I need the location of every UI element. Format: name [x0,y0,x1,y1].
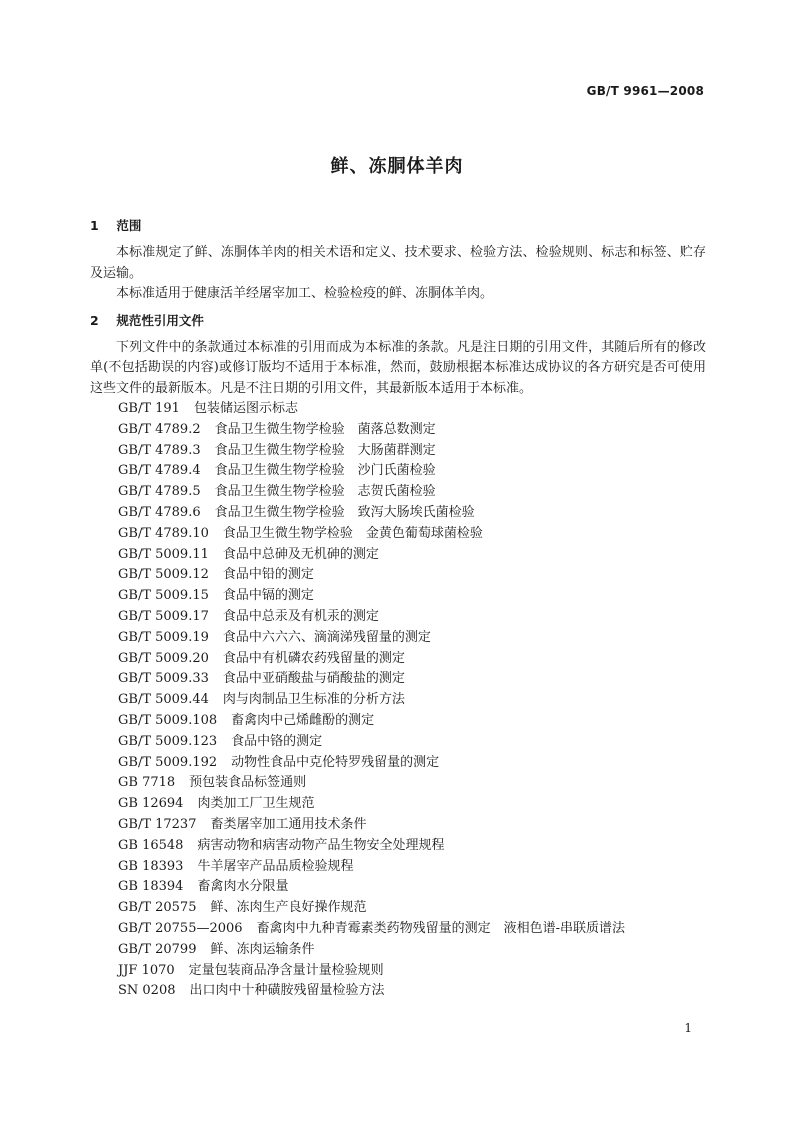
page-number: 1 [684,1021,692,1035]
reference-item [118,732,706,753]
reference-title: 包装储运图示标志 [193,401,298,416]
reference-item [118,961,706,982]
reference-title: 食品中总砷及无机砷的测定 [222,546,379,562]
reference-item [118,649,706,670]
reference-item [118,981,706,1002]
reference-title: 鲜、冻肉生产良好操作规范 [210,900,367,916]
reference-title: 动物性食品中克伦特罗残留量的测定 [231,754,440,770]
reference-title: 食品中铬的测定 [231,733,323,749]
reference-code: GB/T 191 [118,401,180,416]
reference-code: GB/T 20755—2006 [118,920,243,936]
reference-item [118,857,706,878]
scope-paragraph-2: 本标准适用于健康活羊经屠宰加工、检验检疫的鲜、冻胴体羊肉。 [116,286,494,301]
reference-item [118,586,706,607]
reference-code: GB/T 5009.17 [118,608,209,624]
reference-code: GB 18393 [118,858,184,874]
reference-code: GB/T 4789.3 [118,442,201,458]
reference-title: 鲜、冻肉运输条件 [210,941,315,957]
reference-item [118,877,706,898]
reference-title: 食品卫生微生物学检验 金黄色葡萄球菌检验 [222,525,483,541]
reference-code: GB/T 5009.15 [118,588,209,604]
reference-item [118,919,706,940]
reference-code: GB 12694 [118,796,184,812]
reference-title: 出口肉中十种磺胺残留量检验方法 [189,983,385,999]
reference-item [118,482,706,503]
reference-item [118,940,706,961]
reference-item [118,628,706,649]
section-title: 规范性引用文件 [116,312,204,328]
reference-title: 畜禽肉水分限量 [197,879,289,895]
reference-code: GB/T 17237 [118,816,197,832]
reference-title: 食品中铅的测定 [222,567,314,583]
reference-title: 牛羊屠宰产品品质检验规程 [197,858,354,874]
reference-item [118,607,706,628]
reference-item [118,399,706,420]
reference-item [118,524,706,545]
reference-code: GB/T 5009.123 [118,733,218,749]
reference-item [118,836,706,857]
reference-title: 食品中总汞及有机汞的测定 [222,608,379,624]
reference-title: 食品卫生微生物学检验 志贺氏菌检验 [214,484,436,500]
reference-item [118,669,706,690]
reference-code: GB/T 5009.33 [118,671,209,687]
reference-code: GB/T 4789.6 [118,504,201,520]
reference-title: 畜禽肉中己烯雌酚的测定 [231,712,375,728]
reference-code: GB/T 20799 [118,941,197,957]
reference-title: 食品卫生微生物学检验 菌落总数测定 [214,421,436,437]
reference-title: 食品中六六六、滴滴涕残留量的测定 [222,629,431,645]
reference-item [118,815,706,836]
references-intro-paragraph: 下列文件中的条款通过本标准的引用而成为本标准的条款。凡是注日期的引用文件，其随后所有的修改单(不包括勘误的内容)或修订版均不适用于本标准，然而，鼓励根据本标准达成协议的各方研究是否可使用这些文件的最新版本。凡是不注日期的引用文件，其最新版本适用于本标准。 [90,339,706,396]
reference-title: 预包装食品标签通则 [189,775,307,791]
reference-title: 食品卫生微生物学检验 沙门氏菌检验 [214,463,436,479]
reference-code: GB/T 5009.44 [118,692,209,708]
section-number: 1 [90,218,99,233]
reference-title: 食品中镉的测定 [222,588,314,604]
reference-code: GB/T 4789.2 [118,421,201,437]
reference-item [118,441,706,462]
reference-code: JJF 1070 [118,962,175,978]
reference-code: GB/T 5009.19 [118,629,209,645]
reference-item [118,753,706,774]
reference-code: GB/T 5009.108 [118,712,218,728]
reference-code: GB/T 4789.10 [118,525,209,541]
reference-title: 肉与肉制品卫生标准的分析方法 [222,692,405,708]
reference-item [118,773,706,794]
reference-title: 定量包装商品净含量计量检验规则 [188,962,384,978]
reference-title: 畜类屠宰加工通用技术条件 [210,816,367,832]
reference-code: SN 0208 [118,983,176,999]
reference-title: 畜禽肉中九种青霉素类药物残留量的测定 液相色谱-串联质谱法 [256,920,625,936]
document-code: GB/T 9961—2008 [586,84,704,98]
reference-code: GB/T 5009.20 [118,650,209,666]
reference-item [118,545,706,566]
reference-code: GB 18394 [118,879,184,895]
reference-item [118,420,706,441]
reference-title: 病害动物和病害动物产品生物安全处理规程 [197,837,445,853]
reference-code: GB/T 4789.4 [118,463,201,479]
reference-title: 食品卫生微生物学检验 大肠菌群测定 [214,442,436,458]
scope-paragraph-1: 本标准规定了鲜、冻胴体羊肉的相关术语和定义、技术要求、检验方法、检验规则、标志和标签、贮存及运输。 [90,245,706,281]
document-body [90,214,706,1002]
section-number: 2 [90,312,99,328]
reference-code: GB/T 5009.12 [118,567,209,583]
reference-code: GB/T 5009.11 [118,546,209,562]
reference-list [90,399,706,1002]
reference-item [118,711,706,732]
reference-item [118,565,706,586]
reference-title: 食品中有机磷农药残留量的测定 [222,650,405,666]
reference-item [118,794,706,815]
reference-code: GB/T 5009.192 [118,754,218,770]
reference-item [118,461,706,482]
section-heading-references [90,311,706,332]
reference-title: 肉类加工厂卫生规范 [197,796,315,812]
reference-title: 食品卫生微生物学检验 致泻大肠埃氏菌检验 [214,504,475,520]
reference-code: GB/T 20575 [118,900,197,916]
reference-code: GB 7718 [118,775,176,791]
reference-item [118,898,706,919]
reference-code: GB 16548 [118,837,184,853]
reference-code: GB/T 4789.5 [118,484,201,500]
section-heading-scope [90,216,706,237]
reference-item [118,503,706,524]
section-title: 范围 [116,218,142,233]
reference-title: 食品中亚硝酸盐与硝酸盐的测定 [222,671,405,687]
reference-item [118,690,706,711]
document-title: 鲜、冻胴体羊肉 [330,156,464,177]
